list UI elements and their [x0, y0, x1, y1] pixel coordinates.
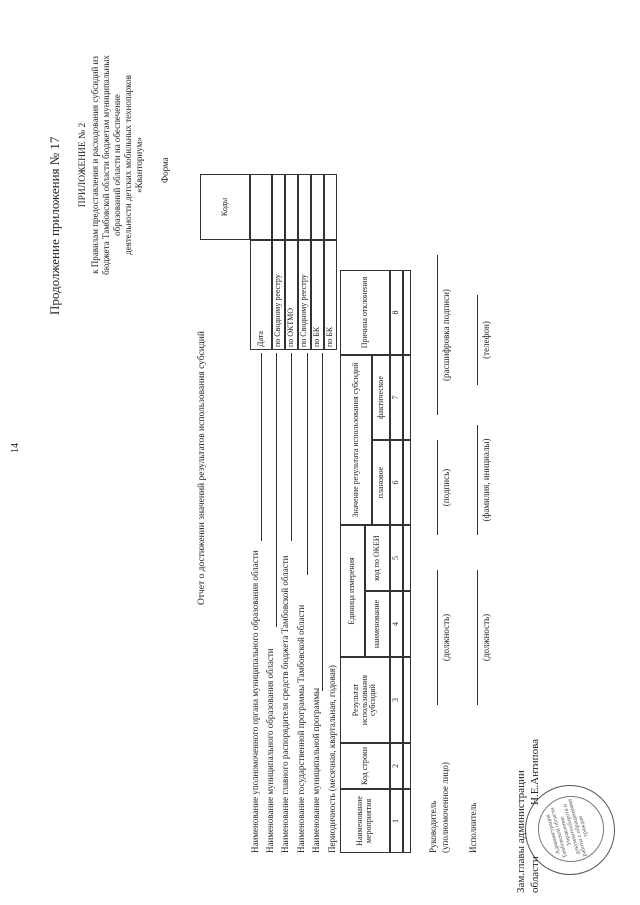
- deputy-name: Н.Е.Антипова: [529, 738, 541, 805]
- appendix-line: бюджета Тамбовской области бюджетам муниципальных: [101, 55, 111, 275]
- sign-line: [437, 255, 438, 415]
- codes-row: по БК: [311, 240, 324, 350]
- signature-caption: (подпись): [441, 468, 451, 507]
- codes-row: по ОКТМО: [285, 240, 298, 350]
- codes-row: по Сводному реестру: [298, 240, 311, 350]
- field-line: [307, 353, 308, 575]
- field-line: [276, 353, 277, 627]
- appendix-line: к Правилам предоставления и расходования субсидий из: [90, 56, 100, 274]
- codes-row: Дата: [250, 240, 272, 350]
- codes-value: [250, 174, 272, 240]
- codes-value: [272, 174, 285, 240]
- col-code: Код строки: [340, 743, 390, 789]
- field-municipality: Наименование муниципального образования области: [265, 648, 275, 853]
- sign-line: [477, 295, 478, 385]
- appendix-line: «Кванториум»: [134, 137, 144, 193]
- col-number: 8: [390, 270, 403, 355]
- official-seal: Администрация Тамбовской области Управление документооборота и работы с обращениями граждан: [525, 785, 615, 875]
- appendix-line: образований области на обеспечение: [112, 94, 122, 236]
- field-periodicity: Периодичность (месячная, квартальная, годовая): [327, 665, 337, 853]
- col-number: 5: [390, 525, 403, 591]
- field-authority: Наименование уполномоченного органа муниципального образования области: [250, 550, 260, 853]
- codes-value: [324, 174, 337, 240]
- sign-line: [477, 570, 478, 705]
- empty-cell: [403, 440, 411, 525]
- field-state-program: Наименование государственной программы Тамбовской области: [296, 604, 306, 853]
- field-distributor: Наименование главного распорядителя средств бюджета Тамбовской области: [280, 555, 290, 853]
- col-number: 3: [390, 657, 403, 743]
- continuation-title: Продолжение приложения № 17: [47, 136, 62, 315]
- col-unit-okei: код по ОКЕИ: [365, 525, 390, 591]
- field-line: [322, 353, 323, 691]
- page-number: 14: [10, 443, 21, 453]
- empty-cell: [403, 355, 411, 440]
- form-label: Форма: [160, 157, 170, 183]
- position-caption: (должность): [481, 613, 491, 662]
- col-event: Наименование мероприятия: [340, 789, 390, 853]
- col-unit: Единица измерения: [340, 525, 365, 657]
- field-line: [261, 353, 262, 541]
- field-municipal-program: Наименование муниципальной программы: [311, 687, 321, 853]
- decoding-caption: (расшифровка подписи): [441, 289, 451, 381]
- col-reason: Причина отклонения: [340, 270, 390, 355]
- empty-cell: [403, 591, 411, 657]
- col-result: Результат использования субсидий: [340, 657, 390, 743]
- empty-cell: [403, 789, 411, 853]
- head-label: Руководитель: [428, 800, 438, 853]
- codes-value: [298, 174, 311, 240]
- col-value: Значение результата использования субсидий: [340, 355, 372, 525]
- codes-row: по БК: [324, 240, 337, 350]
- empty-cell: [403, 270, 411, 355]
- col-number: 4: [390, 591, 403, 657]
- field-line: [291, 353, 292, 541]
- fio-caption: (фамилия, инициалы): [481, 438, 491, 522]
- phone-caption: (телефон): [481, 321, 491, 359]
- report-title: Отчет о достижении значений результатов использования субсидий: [197, 331, 207, 605]
- position-caption: (должность): [441, 613, 451, 662]
- empty-cell: [403, 525, 411, 591]
- codes-header: Коды: [200, 174, 250, 240]
- sign-line: [437, 440, 438, 535]
- col-planned: плановое: [372, 440, 390, 525]
- col-actual: фактическое: [372, 355, 390, 440]
- codes-row: по Сводному реестру: [272, 240, 285, 350]
- empty-cell: [403, 743, 411, 789]
- deputy-line2: области: [529, 856, 541, 893]
- appendix-line: деятельности детских мобильных технопарков: [123, 75, 133, 255]
- sign-line: [477, 425, 478, 535]
- deputy-line1: Зам.главы администрации: [515, 770, 527, 893]
- col-unit-name: наименование: [365, 591, 390, 657]
- codes-value: [285, 174, 298, 240]
- empty-cell: [403, 657, 411, 743]
- col-number: 6: [390, 440, 403, 525]
- head-sublabel: (уполномоченное лицо): [440, 762, 450, 853]
- executor-label: Исполнитель: [468, 802, 478, 853]
- col-number: 7: [390, 355, 403, 440]
- appendix-title: ПРИЛОЖЕНИЕ № 2: [78, 122, 88, 208]
- sign-line: [437, 570, 438, 705]
- col-number: 1: [390, 789, 403, 853]
- col-number: 2: [390, 743, 403, 789]
- codes-value: [311, 174, 324, 240]
